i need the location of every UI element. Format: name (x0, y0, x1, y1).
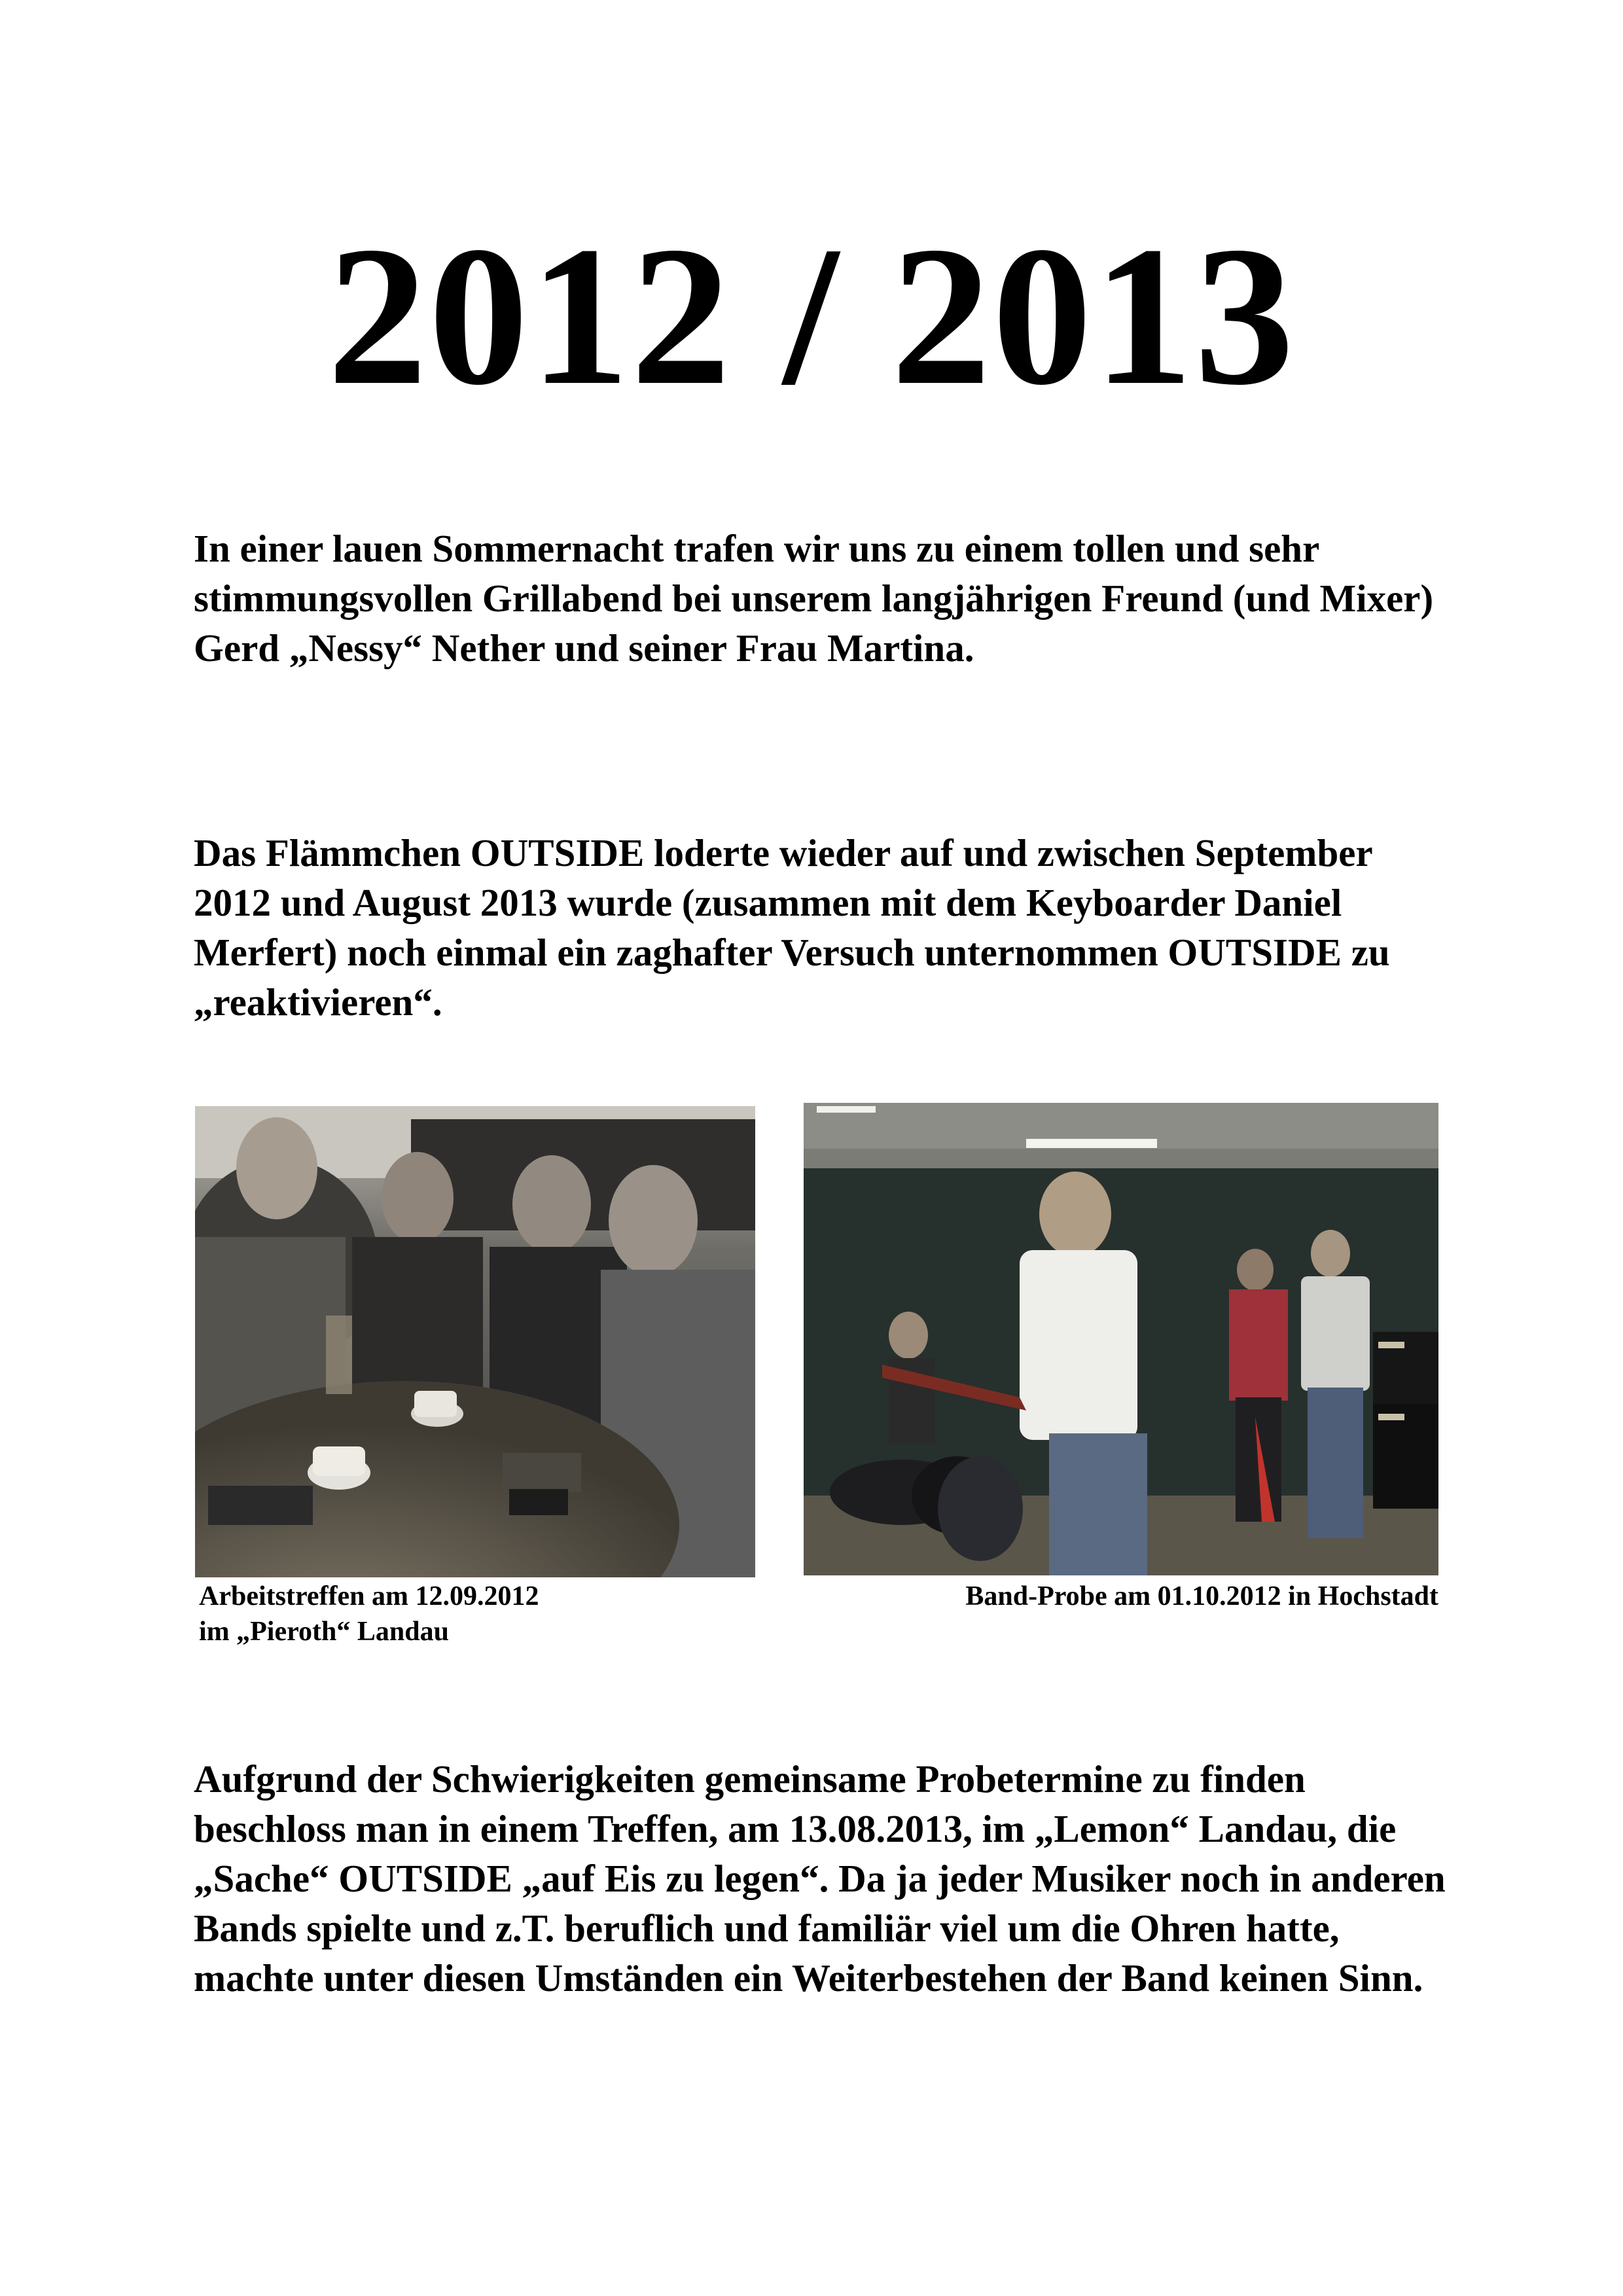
caption-arbeitstreffen-line2: im „Pieroth“ Landau (199, 1617, 449, 1647)
caption-band-probe: Band-Probe am 01.10.2012 in Hochstadt (965, 1581, 1438, 1611)
photo-band-probe (804, 1103, 1438, 1575)
paragraph-grillabend: In einer lauen Sommernacht trafen wir uns zu einem tollen und sehr stimmungsvollen Grillabend bei unserem langjährigen Freund (und Mixer) Gerd „Nessy“ Nether und seiner Frau Martina. (194, 527, 1434, 670)
page-title: 2012 / 2013 (327, 205, 1296, 426)
paragraph-reaktivierung: Das Flämmchen OUTSIDE loderte wieder auf und zwischen September 2012 und August 2013 wurde (zusammen mit dem Keyboarder Daniel Merfert) noch einmal ein zaghafter Versuch unternommen OUTSIDE zu „reaktivieren“. (194, 831, 1390, 1024)
caption-arbeitstreffen (199, 1579, 788, 1649)
paragraph-auf-eis: Aufgrund der Schwierigkeiten gemeinsame Probetermine zu finden beschloss man in einem Treffen, am 13.08.2013, im „Lemon“ Landau, die „Sache“ OUTSIDE „auf Eis zu legen“. Da ja jeder Musiker noch in anderen Bands spielte und z.T. beruflich und familiär viel um die Ohren hatte, machte unter diesen Umständen ein Weiterbestehen der Band keinen Sinn. (194, 1757, 1446, 2000)
caption-arbeitstreffen-line1: Arbeitstreffen am 12.09.2012 (199, 1581, 539, 1611)
photo-arbeitstreffen (195, 1106, 755, 1577)
